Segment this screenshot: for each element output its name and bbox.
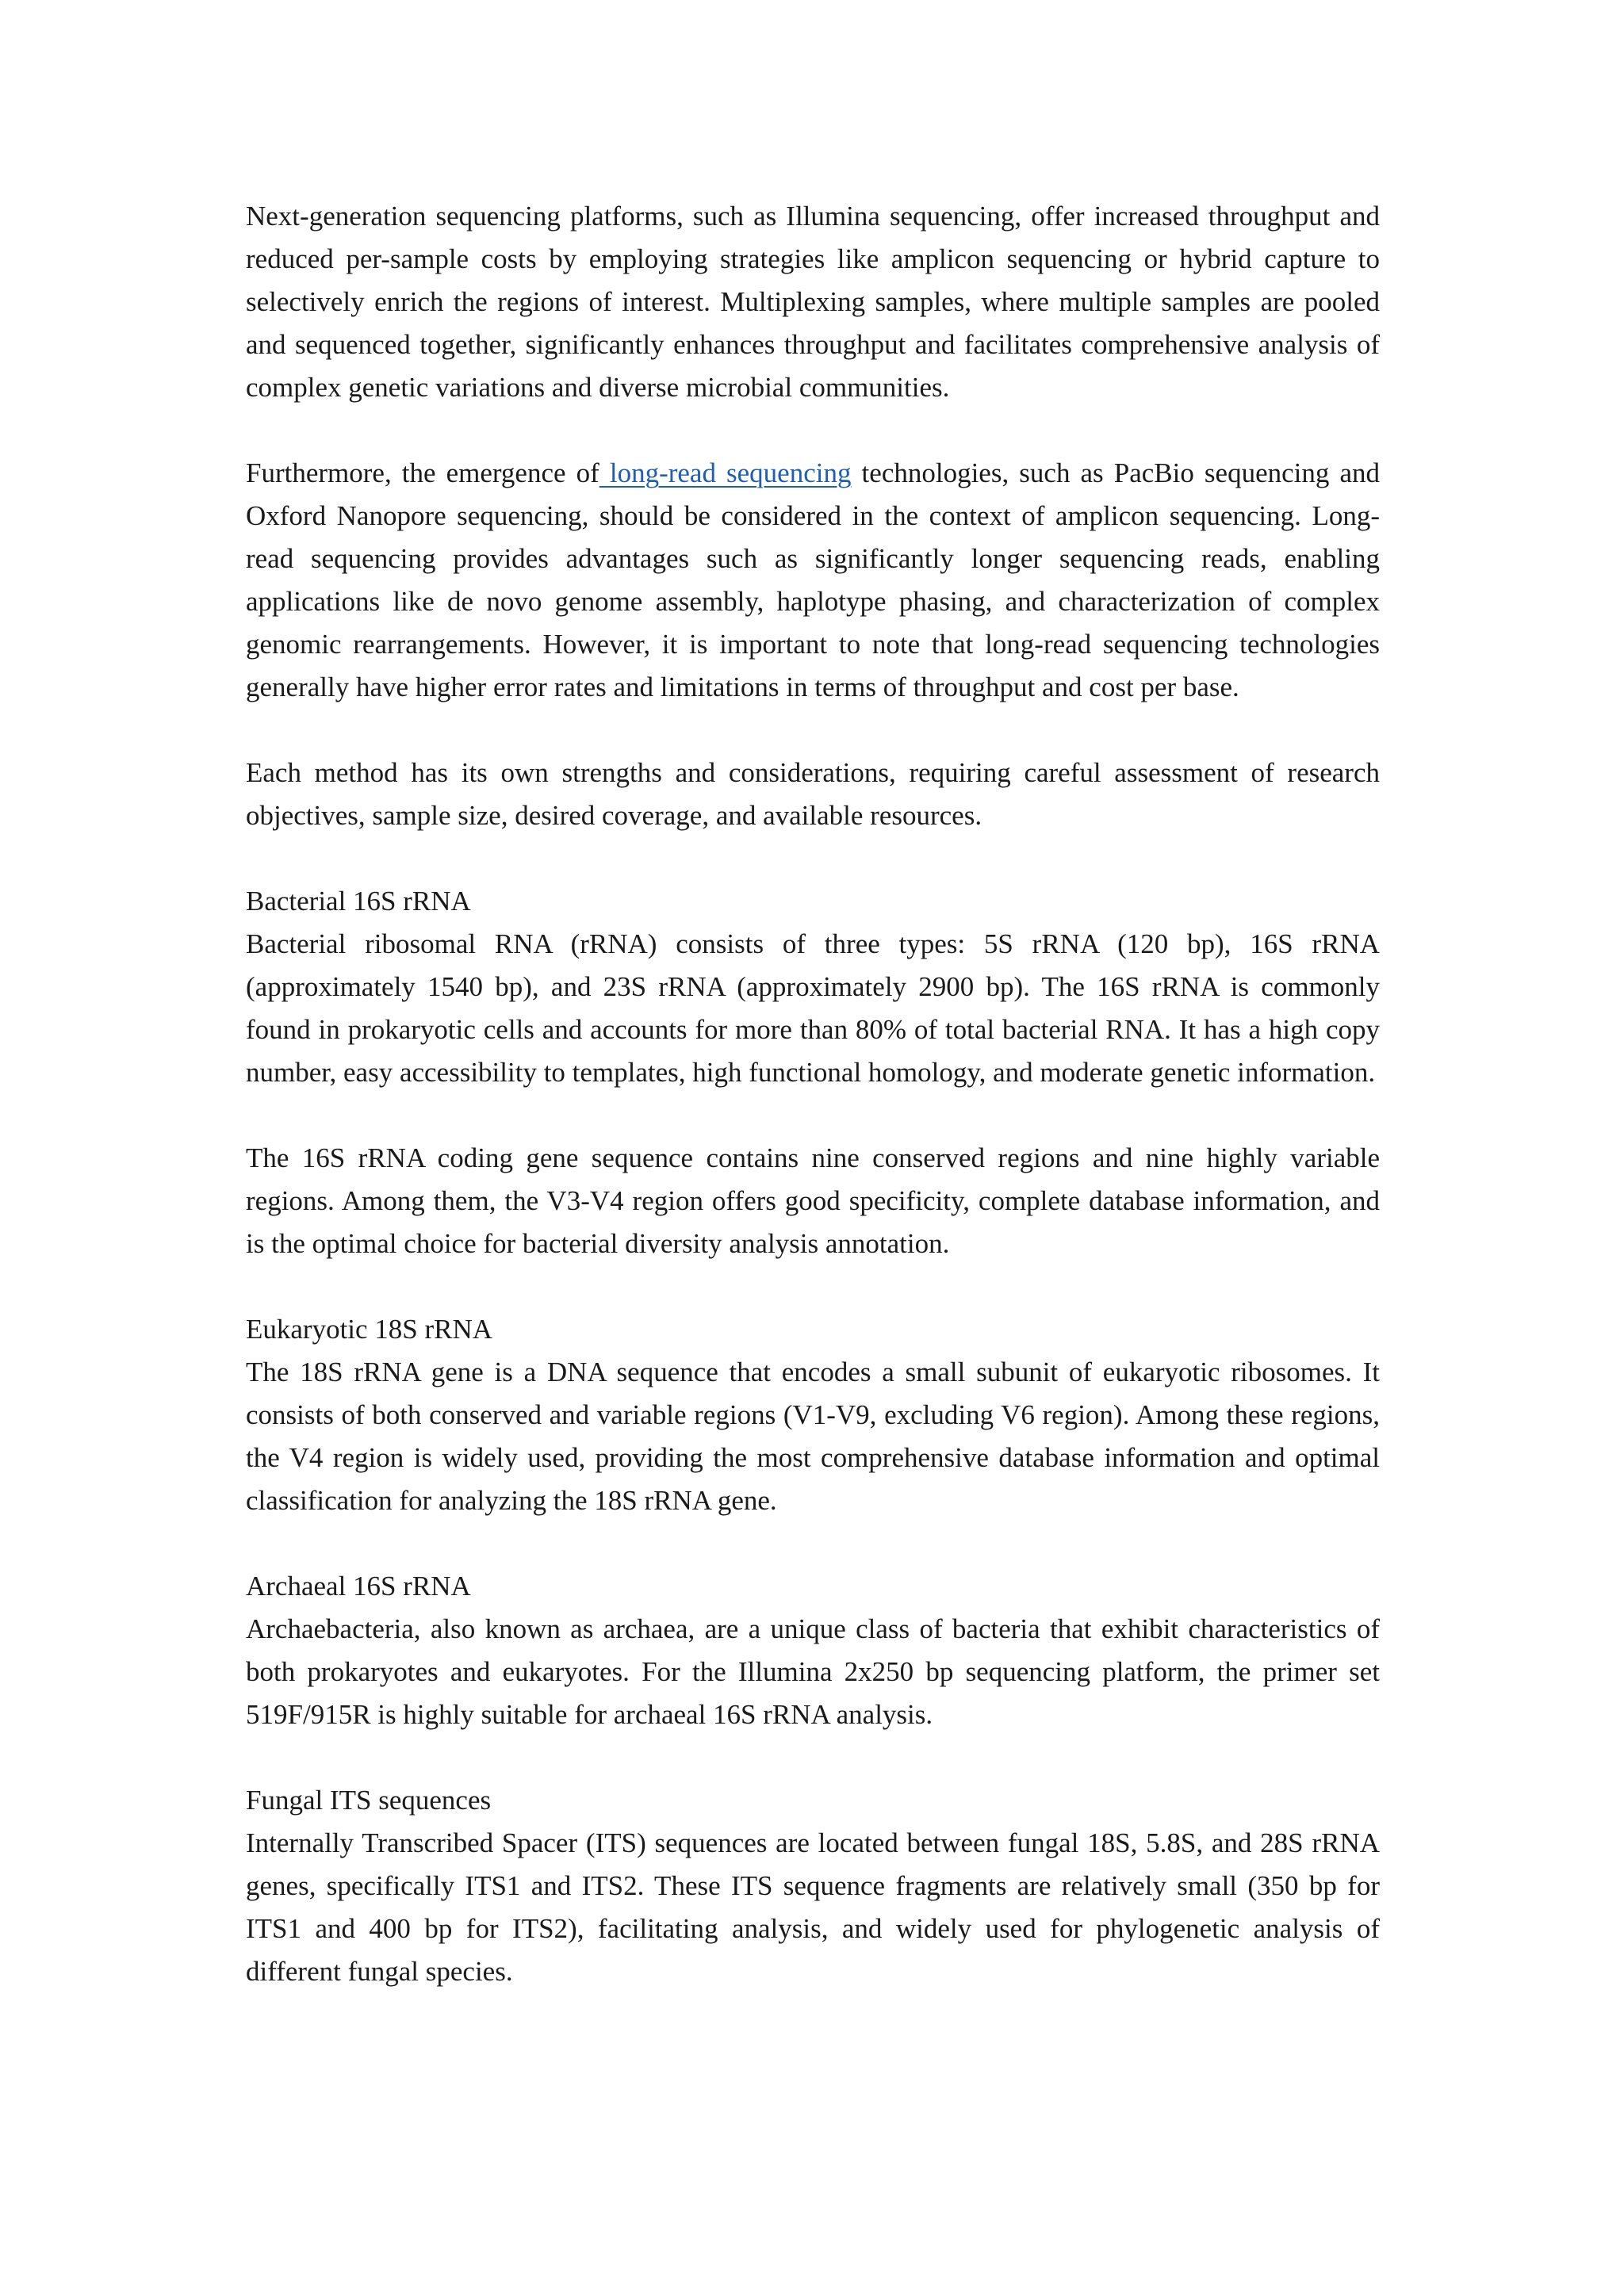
paragraph-spacer [246, 409, 1380, 452]
paragraph-archaeal-16s: Archaebacteria, also known as archaea, are a unique class of bacteria that exhibit characteristics of both prokaryotes and eukaryotes. For the Illumina 2x250 bp sequencing platform, the primer set 519F/915R is highly suitable for archaeal 16S rRNA analysis. [246, 1613, 1380, 1730]
heading-archaeal-16s: Archaeal 16S rRNA [246, 1571, 471, 1601]
paragraph-spacer [246, 837, 1380, 880]
long-read-sequencing-link[interactable]: long-read sequencing [599, 457, 852, 488]
heading-fungal-its: Fungal ITS sequences [246, 1785, 492, 1816]
heading-bacterial-16s: Bacterial 16S rRNA [246, 886, 471, 916]
paragraph-eukaryotic-18s: The 18S rRNA gene is a DNA sequence that encodes a small subunit of eukaryotic ribosomes. It consists of both conserved and variable regions (V1-V9, excluding V6 region). Among these regions, the V4 region is widely used, providing the most comprehensive database information and optimal classification for analyzing the 18S rRNA gene. [246, 1357, 1380, 1516]
paragraph-spacer [246, 709, 1380, 752]
paragraph-long-read-body: technologies, such as PacBio sequencing and Oxford Nanopore sequencing, should be considered in the context of amplicon sequencing. Long-read sequencing provides advantages such as significantly longer sequencing reads, enabling applications like de novo genome assembly, haplotype phasing, and characterization of complex genomic rearrangements. However, it is important to note that long-read sequencing technologies generally have higher error rates and limitations in terms of throughput and cost per base. [246, 457, 1380, 702]
paragraph-long-read-intro: Furthermore, the emergence of [246, 457, 599, 488]
paragraph-fungal-its: Internally Transcribed Spacer (ITS) sequences are located between fungal 18S, 5.8S, and 28S rRNA genes, specifically ITS1 and ITS2. These ITS sequence fragments are relatively small (350 bp for ITS1 and 400 bp for ITS2), facilitating analysis, and widely used for phylogenetic analysis of different fungal species. [246, 1827, 1380, 1987]
paragraph-spacer [246, 1522, 1380, 1565]
heading-eukaryotic-18s: Eukaryotic 18S rRNA [246, 1314, 493, 1345]
document-body [246, 195, 1380, 1993]
paragraph-spacer [246, 1094, 1380, 1137]
paragraph-16s-regions: The 16S rRNA coding gene sequence contains nine conserved regions and nine highly variable regions. Among them, the V3-V4 region offers good specificity, complete database information, and is the optimal choice for bacterial diversity analysis annotation. [246, 1142, 1380, 1259]
paragraph-method-considerations: Each method has its own strengths and considerations, requiring careful assessment of research objectives, sample size, desired coverage, and available resources. [246, 757, 1380, 831]
paragraph-ngs-platforms: Next-generation sequencing platforms, such as Illumina sequencing, offer increased throughput and reduced per-sample costs by employing strategies like amplicon sequencing or hybrid capture to selectively enrich the regions of interest. Multiplexing samples, where multiple samples are pooled and sequenced together, significantly enhances throughput and facilitates comprehensive analysis of complex genetic variations and diverse microbial communities. [246, 201, 1380, 403]
paragraph-long-read [246, 452, 1380, 709]
paragraph-spacer [246, 1265, 1380, 1308]
paragraph-bacterial-rrna: Bacterial ribosomal RNA (rRNA) consists of three types: 5S rRNA (120 bp), 16S rRNA (approximately 1540 bp), and 23S rRNA (approximately 2900 bp). The 16S rRNA is commonly found in prokaryotic cells and accounts for more than 80% of total bacterial RNA. It has a high copy number, easy accessibility to templates, high functional homology, and moderate genetic information. [246, 928, 1380, 1088]
paragraph-spacer [246, 1736, 1380, 1779]
